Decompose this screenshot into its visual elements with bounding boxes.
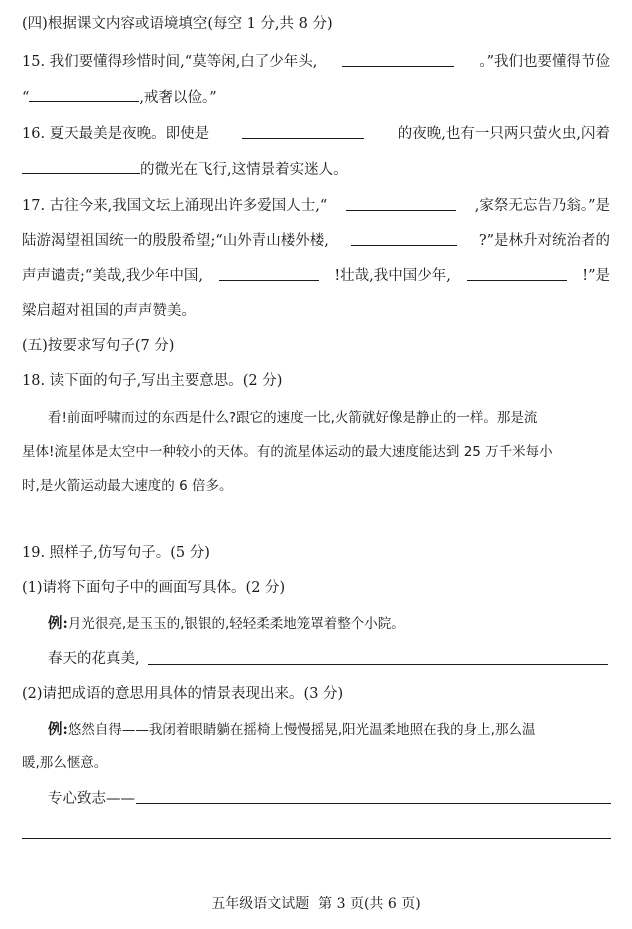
q19-sub2-example-line-2: 暖,那么惬意。 <box>22 755 108 771</box>
q17-blank-2[interactable] <box>351 231 457 246</box>
q17-line-4: 梁启超对祖国的声声赞美。 <box>22 303 196 319</box>
section-5-heading: (五)按要求写句子(7 分) <box>22 338 175 354</box>
q19-sub1-answer-label: 春天的花真美, <box>48 651 140 667</box>
section-4-heading: (四)根据课文内容或语境填空(每空 1 分,共 8 分) <box>22 16 333 32</box>
q19-sub1-answer-line[interactable] <box>148 664 608 665</box>
q18-passage-line-1: 看!前面呼啸而过的东西是什么?跟它的速度一比,火箭就好像是静止的一样。那是流 <box>48 410 538 426</box>
q19-sub2-example-line-1: 例:悠然自得——我闭着眼睛躺在摇椅上慢慢摇晃,阳光温柔地照在我的身上,那么温 <box>48 721 536 738</box>
q19-sub2-answer-line-1[interactable] <box>136 803 611 804</box>
q16-blank-2[interactable] <box>22 159 140 174</box>
q19-sub1-example: 例:月光很亮,是玉玉的,银银的,轻轻柔柔地笼罩着整个小院。 <box>48 615 405 632</box>
q18-passage-line-2: 星体!流星体是太空中一种较小的天体。有的流星体运动的最大速度能达到 25 万千米每小 <box>22 444 553 460</box>
q19-sub2-answer-label: 专心致志—— <box>48 791 135 807</box>
q19-sub2-answer-line-2[interactable] <box>22 838 611 839</box>
q19-sub2-prompt: (2)请把成语的意思用具体的情景表现出来。(3 分) <box>22 686 344 702</box>
q17-line-1: 17. 古往今来,我国文坛上涌现出许多爱国人士,“ ,家祭无忘告乃翁。”是 <box>22 198 610 214</box>
q15-blank-1[interactable] <box>342 52 454 67</box>
q18-passage-line-3: 时,是火箭运动最大速度的 6 倍多。 <box>22 478 233 494</box>
q17-line-2: 陆游渴望祖国统一的殷殷希望;“山外青山楼外楼, ?”是林升对统治者的 <box>22 233 610 249</box>
q17-blank-4[interactable] <box>467 266 567 281</box>
q19-sub1-prompt: (1)请将下面句子中的画面写具体。(2 分) <box>22 580 286 596</box>
q16-blank-1[interactable] <box>242 124 364 139</box>
q17-line-3: 声声谴责;“美哉,我少年中国, !壮哉,我中国少年, !”是 <box>22 268 610 284</box>
q19-prompt: 19. 照样子,仿写句子。(5 分) <box>22 545 210 561</box>
q17-blank-1[interactable] <box>346 196 456 211</box>
q15-line-2: “ ,戒奢以俭。” <box>22 87 610 108</box>
q15-blank-2[interactable] <box>29 87 139 102</box>
q18-prompt: 18. 读下面的句子,写出主要意思。(2 分) <box>22 373 283 389</box>
q15-line-1: 15. 我们要懂得珍惜时间,“莫等闲,白了少年头, 。”我们也要懂得节俭 <box>22 54 610 70</box>
q17-blank-3[interactable] <box>219 266 319 281</box>
q16-line-2: 的微光在飞行,这情景着实迷人。 <box>22 159 610 180</box>
q16-line-1: 16. 夏天最美是夜晚。即使是 的夜晚,也有一只两只萤火虫,闪着 <box>22 126 610 142</box>
page-footer: 五年级语文试题 第 3 页(共 6 页) <box>211 896 421 912</box>
